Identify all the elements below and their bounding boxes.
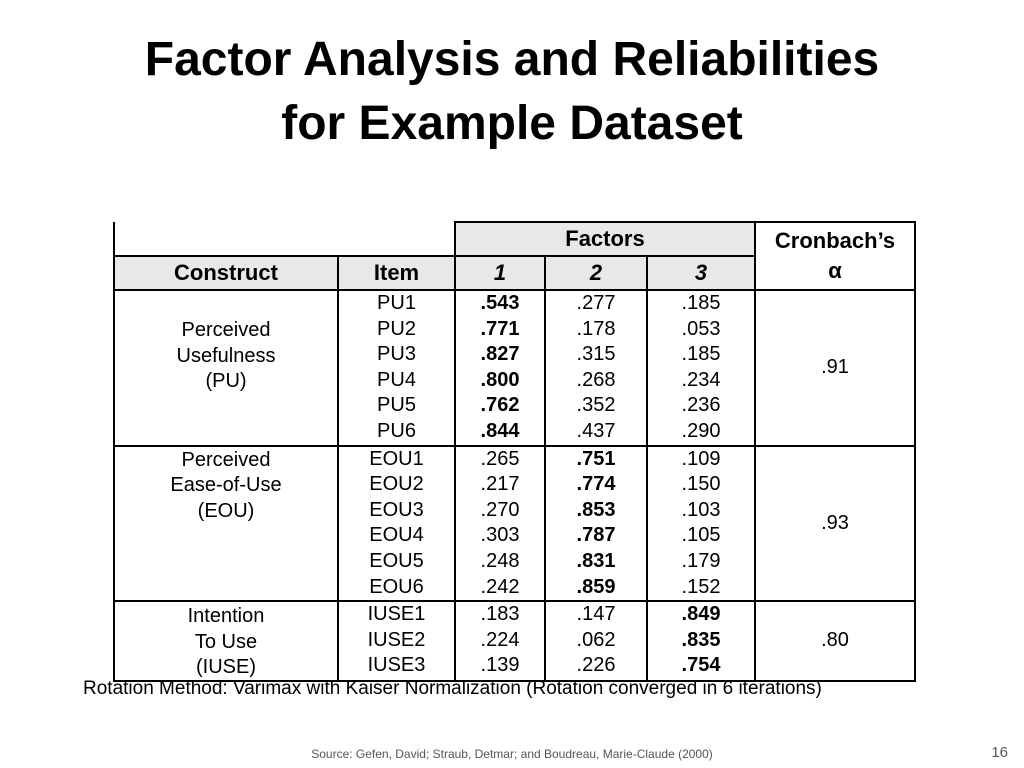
factor-1-column (455, 601, 545, 681)
factor-2-column (545, 446, 647, 602)
header-blank (338, 222, 455, 256)
loading-value-primary: .827 (480, 343, 520, 366)
item-label: EOU2 (369, 473, 424, 496)
cronbach-alpha-value: .93 (821, 511, 849, 534)
header-cronbach-alpha: α (828, 258, 842, 283)
loading-value: .236 (681, 394, 721, 417)
item-column (338, 601, 455, 681)
factor-2-column (545, 290, 647, 446)
header-factor-2: 2 (545, 256, 647, 290)
header-cronbach (755, 222, 915, 290)
construct-label-line: Ease-of-Use (170, 474, 282, 497)
title-line-2: for Example Dataset (281, 97, 743, 150)
item-label: PU1 (377, 292, 416, 314)
loading-value-primary: .844 (480, 419, 520, 442)
item-label: EOU6 (369, 575, 424, 598)
construct-cell (114, 601, 338, 681)
cronbach-alpha-cell (755, 446, 915, 602)
loading-value-primary: .787 (576, 524, 616, 547)
cronbach-alpha-value: .91 (821, 356, 849, 379)
item-label: EOU1 (369, 447, 424, 470)
construct-label-line: (EOU) (197, 499, 255, 522)
header-blank (114, 222, 338, 256)
loading-value: .178 (576, 317, 616, 340)
loading-value: .265 (480, 447, 520, 470)
loading-value: .352 (576, 394, 616, 417)
loading-value: .224 (480, 628, 520, 651)
factor-3-column (647, 290, 755, 446)
construct-label-line: Perceived (181, 448, 271, 471)
header-construct: Construct (114, 256, 338, 290)
factor-2-column (545, 601, 647, 681)
construct-group (114, 601, 915, 681)
loading-value: .242 (480, 575, 520, 598)
header-cronbach-line1: Cronbach’s (774, 228, 896, 253)
item-label: EOU4 (369, 524, 424, 547)
factor-1-column (455, 446, 545, 602)
loading-value: .105 (681, 524, 721, 547)
item-label: PU5 (377, 394, 416, 417)
factor-3-column (647, 601, 755, 681)
header-factors: Factors (455, 222, 755, 256)
loading-value: .147 (576, 603, 616, 626)
table-row (114, 290, 915, 446)
loading-value: .183 (480, 603, 520, 626)
item-column (338, 446, 455, 602)
loading-value-primary: .831 (576, 549, 616, 572)
factor-table-container (113, 221, 916, 682)
loading-value: .226 (576, 654, 616, 677)
item-column (338, 290, 455, 446)
header-item: Item (338, 256, 455, 290)
construct-cell (114, 290, 338, 446)
loading-value: .185 (681, 343, 721, 366)
construct-label-line: Perceived (181, 319, 271, 341)
loading-value-primary: .800 (480, 368, 520, 391)
loading-value-primary: .543 (480, 292, 520, 314)
table-row (114, 601, 915, 681)
cronbach-alpha-cell (755, 601, 915, 681)
loading-value: .062 (576, 628, 616, 651)
item-label: PU3 (377, 343, 416, 366)
loading-value: .248 (480, 549, 520, 572)
loading-value: .152 (681, 575, 721, 598)
source-citation: Source: Gefen, David; Straub, Detmar; and Boudreau, Marie-Claude (2000) (311, 747, 713, 761)
loading-value: .185 (681, 292, 721, 314)
loading-value-primary: .751 (576, 447, 616, 470)
construct-label-line: Intention (187, 605, 265, 628)
loading-value-primary: .859 (576, 575, 616, 598)
page-number: 16 (991, 744, 1008, 761)
construct-label-line: Usefulness (176, 344, 276, 367)
loading-value: .179 (681, 549, 721, 572)
table-row (114, 446, 915, 602)
loading-value-primary: .771 (480, 317, 520, 340)
loading-value: .150 (681, 473, 721, 496)
factor-table (113, 221, 916, 682)
title-line-1: Factor Analysis and Reliabilities (144, 33, 880, 86)
slide-title (0, 28, 1024, 156)
factor-3-column (647, 446, 755, 602)
loading-value: .139 (480, 654, 520, 677)
item-label: IUSE2 (367, 628, 426, 651)
construct-group (114, 446, 915, 602)
loading-value: .217 (480, 473, 520, 496)
loading-value: .103 (681, 498, 721, 521)
loading-value: .315 (576, 343, 616, 366)
loading-value: .277 (576, 292, 616, 314)
header-factor-3: 3 (647, 256, 755, 290)
item-label: IUSE3 (367, 654, 426, 677)
cronbach-alpha-value: .80 (821, 629, 849, 652)
item-label: EOU5 (369, 549, 424, 572)
cronbach-alpha-cell (755, 290, 915, 446)
loading-value: .270 (480, 498, 520, 521)
construct-label-line: (IUSE) (196, 656, 256, 679)
loading-value-primary: .835 (681, 628, 721, 651)
item-label: IUSE1 (367, 603, 426, 626)
header-factor-1: 1 (455, 256, 545, 290)
construct-label-line: (PU) (205, 370, 247, 393)
loading-value: .290 (681, 419, 721, 442)
item-label: PU2 (377, 317, 416, 340)
construct-cell (114, 446, 338, 602)
loading-value-primary: .762 (480, 394, 520, 417)
loading-value: .268 (576, 368, 616, 391)
factor-1-column (455, 290, 545, 446)
loading-value: .053 (681, 317, 721, 340)
loading-value-primary: .754 (681, 654, 721, 677)
construct-label-line: To Use (194, 630, 258, 653)
loading-value-primary: .849 (681, 603, 721, 626)
rotation-footnote: Rotation Method: Varimax with Kaiser Normalization (Rotation converged in 6 iterations) (83, 678, 822, 699)
loading-value: .234 (681, 368, 721, 391)
loading-value-primary: .853 (576, 498, 616, 521)
item-label: EOU3 (369, 498, 424, 521)
item-label: PU6 (377, 419, 416, 442)
loading-value: .303 (480, 524, 520, 547)
loading-value-primary: .774 (576, 473, 616, 496)
item-label: PU4 (377, 368, 416, 391)
construct-group (114, 290, 915, 446)
loading-value: .437 (576, 419, 616, 442)
loading-value: .109 (681, 447, 721, 470)
